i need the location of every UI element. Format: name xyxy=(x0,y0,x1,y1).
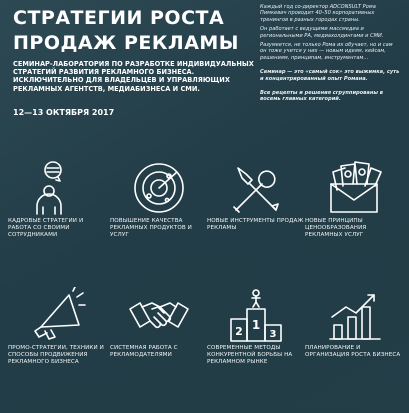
topic-label: СОВРЕМЕННЫЕ МЕТОДЫ КОНКУРЕНТНОЙ БОРЬБЫ НА РЕКЛАМНОМ РЫНКЕ xyxy=(207,345,293,365)
page-title xyxy=(13,6,263,56)
svg-text:3: 3 xyxy=(269,329,277,340)
subtitle xyxy=(13,60,258,93)
intro-paragraph-4: Семинар — это «самый сок» это выжимка, суть и концентрированный опыт Романа. xyxy=(260,69,400,82)
topic-quality xyxy=(110,158,208,239)
title-line-1: СТРАТЕГИИ РОСТА xyxy=(13,7,225,29)
topic-promo xyxy=(8,285,106,366)
topic-pricing xyxy=(305,158,403,239)
intro-paragraph-3: Разумеется, не только Рома их обучает, но и сам он тоже учится у них — новым идеям, кейсам, решениям, принципам, инструментам… xyxy=(260,42,393,61)
topic-label: ПОВЫШЕНИЕ КАЧЕСТВА РЕКЛАМНЫХ ПРОДУКТОВ И УСЛУГ xyxy=(110,218,192,238)
subtitle-seminar: СЕМИНАР-ЛАБОРАТОРИЯ ПО РАЗРАБОТКЕ ИНДИВИДУАЛЬНЫХ СТРАТЕГИЙ РАЗВИТИЯ РЕКЛАМНОГО БИЗНЕСА. xyxy=(13,60,254,77)
topic-growth xyxy=(305,285,403,359)
svg-text:1: 1 xyxy=(251,318,261,332)
intro-paragraph-5: Все рецепты и решения сгруппированы в восемь главных категорий. xyxy=(260,90,383,103)
intro-text xyxy=(260,4,400,106)
event-date: 12—13 ОКТЯБРЯ 2017 xyxy=(13,108,115,117)
money-envelope-icon xyxy=(305,158,403,218)
intro-paragraph-2: Он работает с ведущими массмедиа и региональными РА, медиахолдингами и СМИ. xyxy=(260,26,384,39)
intro-paragraph-1: Каждый год со-директор ADCONSULT Рома Пимкевич проводит 40–50 корпоративных тренингов в разных городах страны. xyxy=(260,4,376,23)
topic-label: СИСТЕМНАЯ РАБОТА С РЕКЛАМОДАТЕЛЯМИ xyxy=(110,345,178,358)
title-line-2: ПРОДАЖ РЕКЛАМЫ xyxy=(13,32,239,54)
person-speech-icon xyxy=(8,158,106,218)
topic-label: КАДРОВЫЕ СТРАТЕГИИ И РАБОТА СО СВОИМИ СОТРУДНИКАМИ xyxy=(8,218,84,238)
subtitle-audience: ИСКЛЮЧИТЕЛЬНО ДЛЯ ВЛАДЕЛЬЦЕВ И УПРАВЛЯЮЩИХ РЕКЛАМНЫХ АГЕНТСТВ, МЕДИАБИЗНЕСА И СМИ. xyxy=(13,76,230,93)
svg-text:2: 2 xyxy=(235,325,243,338)
wrench-screwdriver-icon xyxy=(207,158,305,218)
podium-icon xyxy=(207,285,305,345)
megaphone-icon xyxy=(8,285,106,345)
topic-label: НОВЫЕ ПРИНЦИПЫ ЦЕНООБРАЗОВАНИЯ РЕКЛАМНЫХ УСЛУГ xyxy=(305,218,367,238)
topic-label: НОВЫЕ ИНСТРУМЕНТЫ ПРОДАЖ РЕКЛАМЫ xyxy=(207,218,304,231)
topic-label: ПЛАНИРОВАНИЕ И ОРГАНИЗАЦИЯ РОСТА БИЗНЕСА xyxy=(305,345,401,358)
topic-label: ПРОМО-СТРАТЕГИИ, ТЕХНИКИ И СПОСОБЫ ПРОДВИЖЕНИЯ РЕКЛАМНОГО БИЗНЕСА xyxy=(8,345,104,365)
radar-icon xyxy=(110,158,208,218)
topic-hr xyxy=(8,158,106,239)
topic-competition xyxy=(207,285,305,366)
handshake-icon xyxy=(110,285,208,345)
topic-advertisers xyxy=(110,285,208,359)
growth-chart-icon xyxy=(305,285,403,345)
topic-tools xyxy=(207,158,305,232)
